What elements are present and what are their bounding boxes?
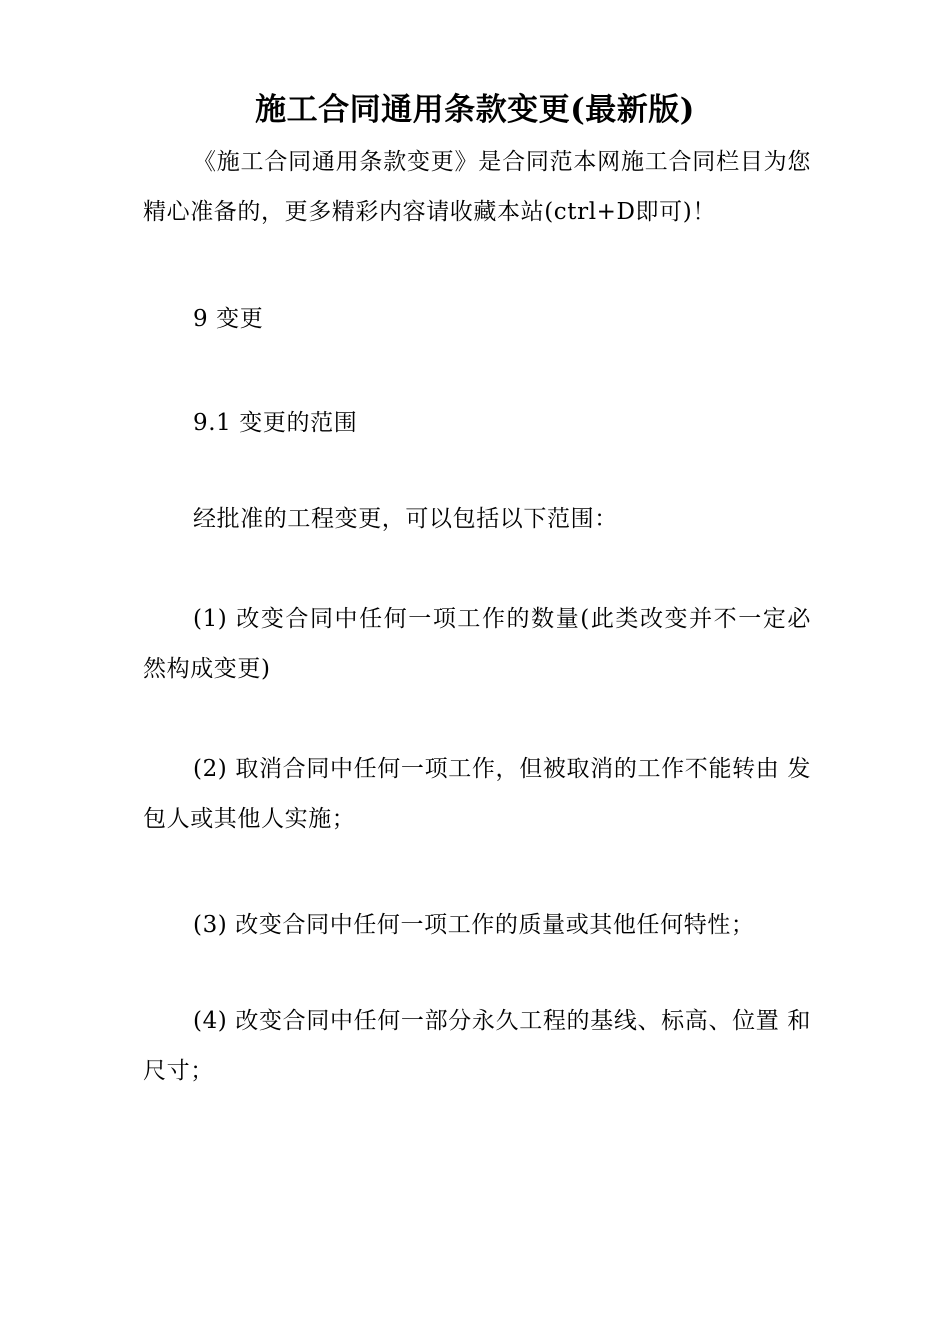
subsection-heading: 9.1 变更的范围	[193, 410, 358, 436]
lead-paragraph: 经批准的工程变更，可以包括以下范围：	[193, 506, 618, 532]
list-item: (3) 改变合同中任何一项工作的质量或其他任何特性；	[193, 912, 755, 938]
section-heading: 9 变更	[193, 306, 264, 332]
document-title: 施工合同通用条款变更(最新版)	[255, 92, 695, 128]
list-item: (1) 改变合同中任何一项工作的数量(此类改变并不一定必然构成变更)	[143, 606, 811, 682]
list-item: (4) 改变合同中任何一部分永久工程的基线、标高、位置 和尺寸；	[143, 1008, 811, 1084]
intro-paragraph: 《施工合同通用条款变更》是合同范本网施工合同栏目为您精心准备的，更多精彩内容请收藏本站(ctrl+D即可)！	[143, 149, 811, 225]
list-item: (2) 取消合同中任何一项工作，但被取消的工作不能转由 发包人或其他人实施；	[143, 756, 811, 832]
